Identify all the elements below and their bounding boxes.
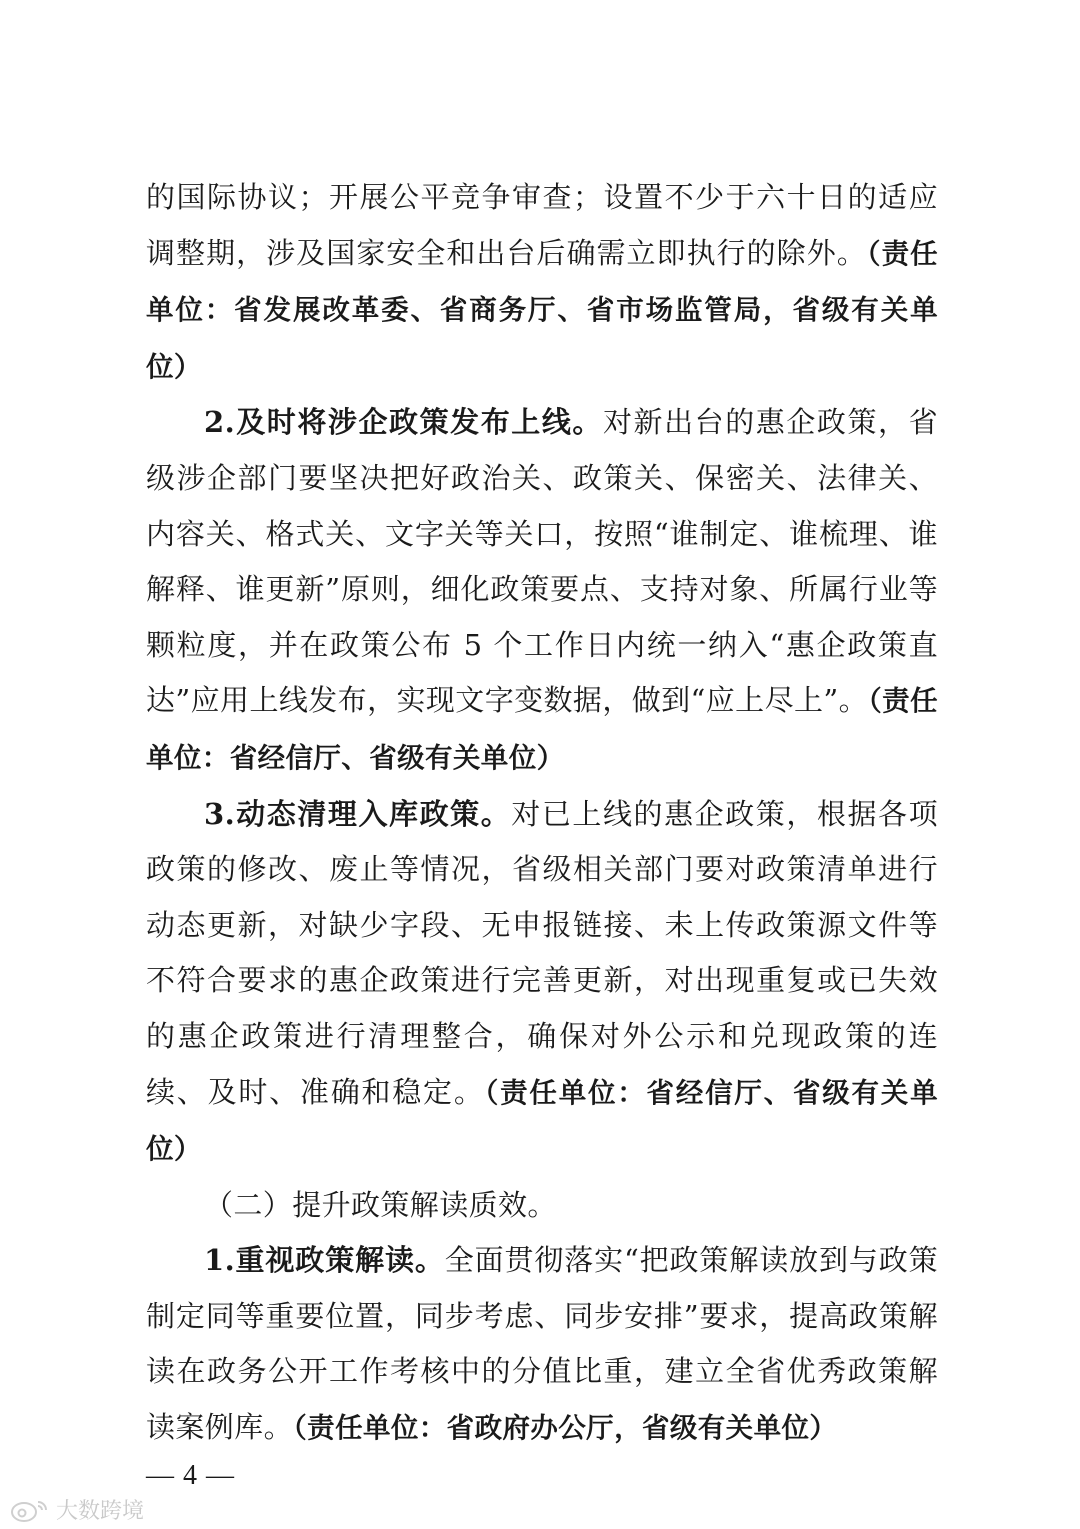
section-heading: （二）提升政策解读质效。	[204, 1187, 557, 1222]
paragraph-item-3	[146, 787, 938, 1178]
page-number: — 4 —	[146, 1460, 235, 1491]
paragraph-text: 的国际协议；开展公平竞争审查；设置不少于六十日的适应调整期，涉及国家安全和出台后确需立即执行的除外。	[146, 180, 938, 270]
watermark-text: 大数跨境	[56, 1499, 145, 1524]
item-heading: 3.动态清理入库政策。	[204, 796, 512, 831]
document-body	[146, 170, 938, 1457]
responsible-units: （责任单位：省经信厅、省级有关单位）	[146, 1076, 938, 1166]
paragraph-item-1	[146, 1233, 938, 1456]
responsible-units: （责任单位：省发展改革委、省商务厅、省市场监管局，省级有关单位）	[146, 237, 938, 383]
paragraph-item-2	[146, 395, 938, 786]
paragraph-text: 全面贯彻落实“把政策解读放到与政策制定同等重要位置，同步考虑、同步安排”要求，提高政策解读在政务公开工作考核中的分值比重，建立全省优秀政策解读案例库。	[146, 1243, 938, 1445]
watermark	[10, 1494, 144, 1525]
weibo-style-logo-icon	[10, 1497, 50, 1523]
paragraph-text: 对已上线的惠企政策，根据各项政策的修改、废止等情况，省级相关部门要对政策清单进行动态更新，对缺少字段、无申报链接、未上传政策源文件等不符合要求的惠企政策进行完善更新，对出现重复或已失效的惠企政策进行清理整合，确保对外公示和兑现政策的连续、及时、准确和稳定。	[146, 796, 938, 1109]
item-heading: 2.及时将涉企政策发布上线。	[204, 405, 603, 440]
paragraph-text: 对新出台的惠企政策，省级涉企部门要坚决把好政治关、政策关、保密关、法律关、内容关、格式关、文字关等关口，按照“谁制定、谁梳理、谁解释、谁更新”原则，细化政策要点、支持对象、所属行业等颗粒度，并在政策公布 5 个工作日内统一纳入“惠企政策直达”应用上线发布，实现文字变数据，做到“应上尽上”。	[146, 405, 939, 718]
paragraph-continuation	[146, 170, 938, 395]
responsible-units: （责任单位：省政府办公厅，省级有关单位）	[293, 1412, 838, 1445]
responsible-units: （责任单位：省经信厅、省级有关单位）	[146, 685, 938, 774]
item-heading: 1.重视政策解读。	[204, 1243, 445, 1278]
